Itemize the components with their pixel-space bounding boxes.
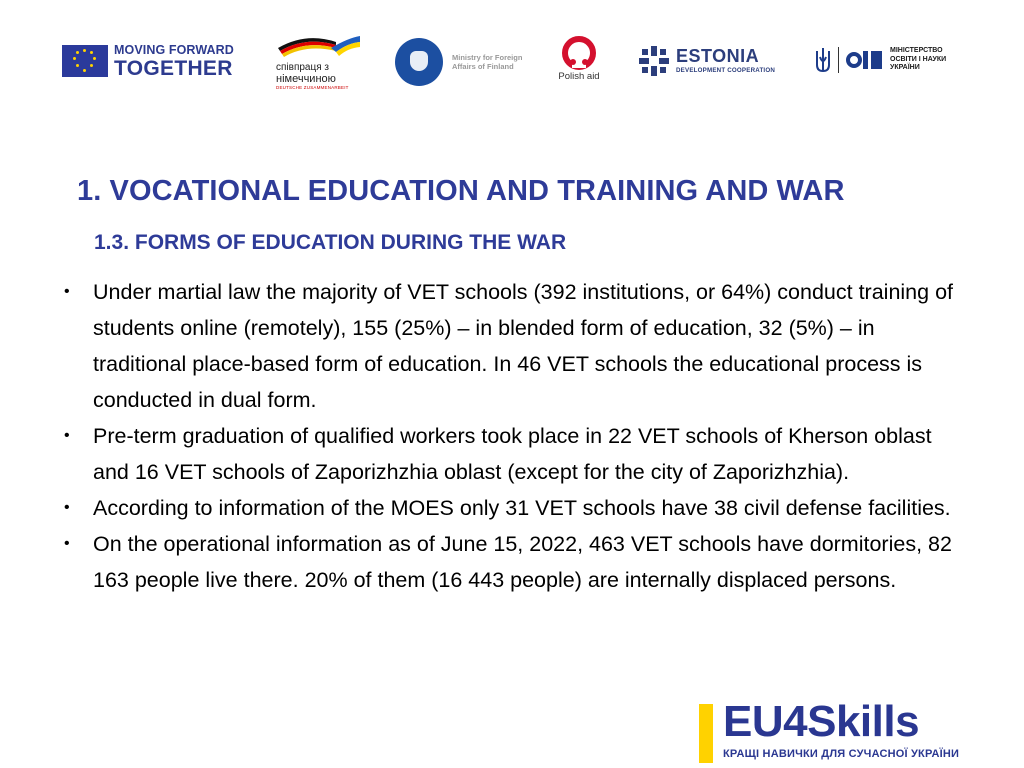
partner-logos-bar — [0, 34, 1024, 90]
german-logo-line1: співпраця з — [276, 62, 329, 73]
polish-aid-icon — [558, 36, 600, 70]
slide-subtitle: 1.3. FORMS OF EDUCATION DURING THE WAR — [94, 231, 567, 254]
estonia-logo-tagline: DEVELOPMENT COOPERATION — [676, 67, 776, 75]
ukraine-logo-line3: УКРАЇНИ — [890, 64, 920, 72]
ukraine-trident-icon — [815, 47, 831, 73]
bullet-item: • Under martial law the majority of VET schools (392 institutions, or 64%) conduct training of students online (remotely), 155 (25%) – in blended form of education, 32 (5%) – in traditional place-based form of education. In 46 VET schools the educational process is conducted in dual form. — [64, 274, 964, 418]
eu-logo-line2: TOGETHER — [114, 56, 233, 80]
estonia-star-icon — [638, 45, 670, 77]
bullet-item: • Pre-term graduation of qualified workers took place in 22 VET schools of Kherson oblast and 16 VET schools of Zaporizhzhia oblast (except for the city of Zaporizhzhia). — [64, 418, 964, 490]
german-logo-line2: німеччиною — [276, 73, 336, 85]
ukraine-mon-mark-icon — [846, 47, 884, 73]
bullet-item: • According to information of the MOES only 31 VET schools have 38 civil defense facilities. — [64, 490, 964, 526]
bullet-item: • On the operational information as of June 15, 2022, 463 VET schools have dormitories, 82 163 people live there. 20% of them (16 443 people) are internally displaced persons. — [64, 526, 964, 598]
eu-flag-icon — [62, 45, 108, 77]
bullet-list — [64, 274, 964, 598]
finland-emblem-icon — [395, 38, 443, 86]
eu4skills-logo — [699, 697, 989, 766]
finland-logo-line2: Affairs of Finland — [452, 62, 514, 71]
estonia-development-logo — [638, 45, 775, 77]
german-logo-line3: DEUTSCHE ZUSAMMENARBEIT — [276, 85, 349, 91]
finland-logo-line1: Ministry for Foreign — [452, 52, 523, 62]
eu-logo — [62, 44, 234, 79]
german-cooperation-logo — [276, 34, 349, 90]
slide-title: 1. VOCATIONAL EDUCATION AND TRAINING AND WAR — [77, 175, 845, 207]
ukraine-logo-line2: ОСВІТИ І НАУКИ — [890, 55, 947, 63]
eu4skills-yellow-bar — [699, 704, 713, 763]
eu-logo-line1: MOVING FORWARD — [114, 43, 234, 57]
eu4skills-tagline: КРАЩІ НАВИЧКИ ДЛЯ СУЧАСНОЇ УКРАЇНИ — [723, 748, 960, 760]
german-ukrainian-swoosh-icon — [276, 34, 362, 64]
eu4skills-name: EU4Skills — [723, 697, 920, 746]
ukraine-logo-line1: МІНІСТЕРСТВО — [890, 47, 943, 55]
polish-aid-logo — [558, 36, 600, 82]
ukraine-logo-divider — [838, 47, 839, 73]
ukraine-ministry-logo — [815, 47, 946, 73]
polish-aid-label: Polish aid — [558, 71, 600, 82]
estonia-logo-name: ESTONIA — [676, 46, 760, 67]
finland-ministry-logo — [395, 38, 522, 86]
